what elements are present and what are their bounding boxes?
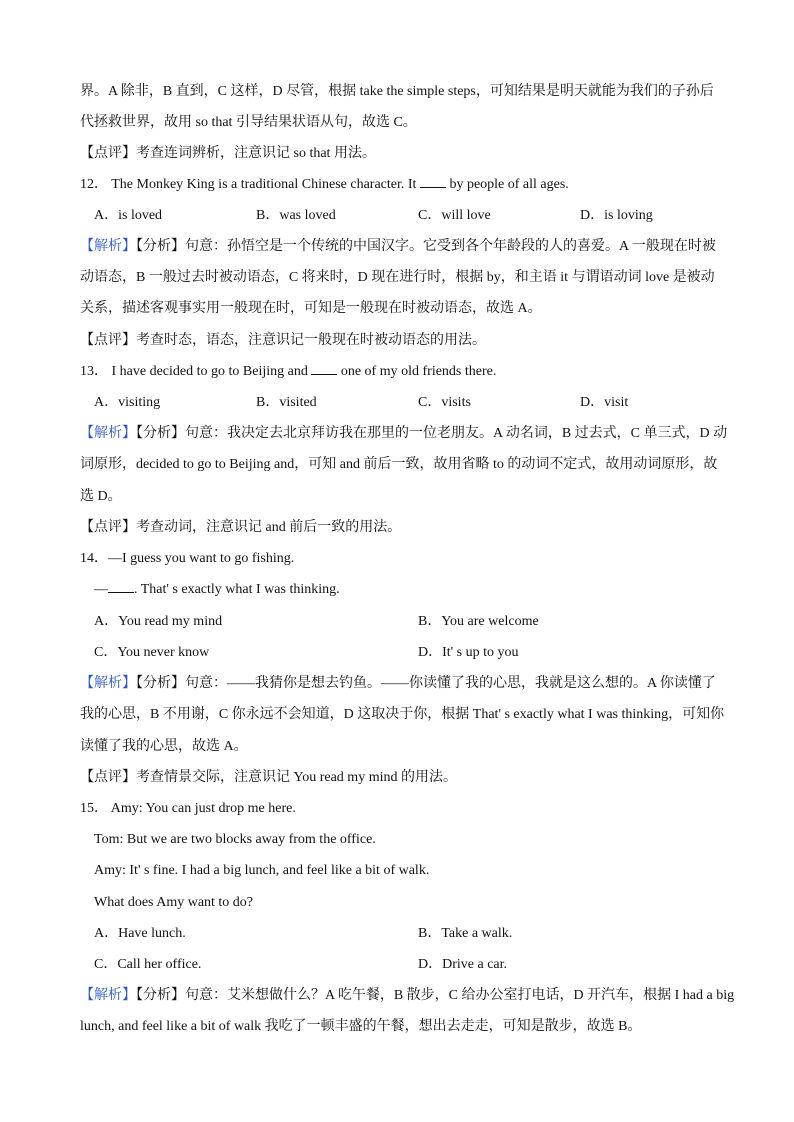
question-prompt: What does Amy want to do? — [94, 895, 254, 910]
question-13-stem: 13． I have decided to go to Beijing and one of my old friends there. — [80, 364, 497, 379]
analysis-line: 关系，描述客观事实用一般现在时，可知是一般现在时被动语态，故选 A。 — [80, 301, 542, 316]
option-b: B．You are welcome — [418, 614, 539, 629]
option-a: A．Have lunch. — [94, 926, 186, 941]
option-b: B．visited — [256, 395, 317, 410]
question-15-stem: 15． Amy: You can just drop me here. — [80, 801, 296, 816]
answer-blank — [311, 362, 337, 375]
analysis-line: 我的心思，B 不用谢，C 你永远不会知道，D 这取决于你，根据 That' s exactly what I was thinking，可知你 — [80, 707, 725, 722]
option-c: C．Call her office. — [94, 957, 202, 972]
option-d: D．visit — [580, 395, 629, 410]
comment-line: 【点评】考查时态，语态，注意识记一般现在时被动语态的用法。 — [80, 333, 486, 348]
comment-line: 【点评】考查连词辨析，注意识记 so that 用法。 — [80, 146, 376, 161]
comment-line: 【点评】考查情景交际，注意识记 You read my mind 的用法。 — [80, 770, 457, 785]
option-a: A．You read my mind — [94, 614, 223, 629]
option-b: B．Take a walk. — [418, 926, 513, 941]
analysis-line: 【解析】【分析】句意：艾米想做什么？A 吃午餐，B 散步，C 给办公室打电话，D 开汽车，根据 I had a big — [80, 988, 735, 1003]
analysis-line: 读懂了我的心思，故选 A。 — [80, 739, 248, 754]
answer-blank — [420, 175, 446, 188]
option-c: C．will love — [418, 208, 491, 223]
option-d: D．is loving — [580, 208, 653, 223]
text-line: 界。A 除非，B 直到，C 这样，D 尽管，根据 take the simple steps，可知结果是明天就能为我们的子孙后 — [80, 84, 714, 99]
analysis-line: 【解析】【分析】句意：我决定去北京拜访我在那里的一位老朋友。A 动名词，B 过去式，C 单三式，D 动 — [80, 426, 728, 441]
analysis-line: 词原形，decided to go to Beijing and，可知 and 前后一致，故用省略 to 的动词不定式，故用动词原形，故 — [80, 457, 718, 472]
option-c: C．visits — [418, 395, 471, 410]
option-d: D．It' s up to you — [418, 645, 519, 660]
option-a: A．is loved — [94, 208, 163, 223]
analysis-line: 动语态，B 一般过去时被动语态，C 将来时，D 现在进行时，根据 by，和主语 it 与谓语动词 love 是被动 — [80, 270, 715, 285]
answer-blank — [108, 580, 134, 593]
analysis-line: 【解析】【分析】句意：孙悟空是一个传统的中国汉字。它受到各个年龄段的人的喜爱。A 一般现在时被 — [80, 239, 716, 254]
analysis-tag: 【解析】 — [80, 676, 136, 691]
dialogue-line: Tom: But we are two blocks away from the office. — [94, 832, 376, 847]
question-14-stem: 14．—I guess you want to go fishing. — [80, 551, 295, 566]
option-b: B．was loved — [256, 208, 336, 223]
analysis-line: lunch, and feel like a bit of walk 我吃了一顿丰盛的午餐，想出去走走，可知是散步，故选 B。 — [80, 1019, 642, 1034]
option-d: D．Drive a car. — [418, 957, 508, 972]
analysis-line: 【解析】【分析】句意：——我猜你是想去钓鱼。——你读懂了我的心思，我就是这么想的。A 你读懂了 — [80, 676, 716, 691]
comment-line: 【点评】考查动词，注意识记 and 前后一致的用法。 — [80, 520, 402, 535]
analysis-tag: 【解析】 — [80, 239, 136, 254]
dialogue-line: Amy: It' s fine. I had a big lunch, and feel like a bit of walk. — [94, 863, 430, 878]
analysis-line: 选 D。 — [80, 489, 122, 504]
text-line: 代拯救世界，故用 so that 引导结果状语从句，故选 C。 — [80, 115, 417, 130]
analysis-tag: 【解析】 — [80, 988, 136, 1003]
option-c: C．You never know — [94, 645, 210, 660]
question-12-stem: 12． The Monkey King is a traditional Chinese character. It by people of all ages. — [80, 177, 569, 192]
question-14-response: — . That' s exactly what I was thinking. — [94, 582, 340, 597]
option-a: A．visiting — [94, 395, 161, 410]
analysis-tag: 【解析】 — [80, 426, 136, 441]
